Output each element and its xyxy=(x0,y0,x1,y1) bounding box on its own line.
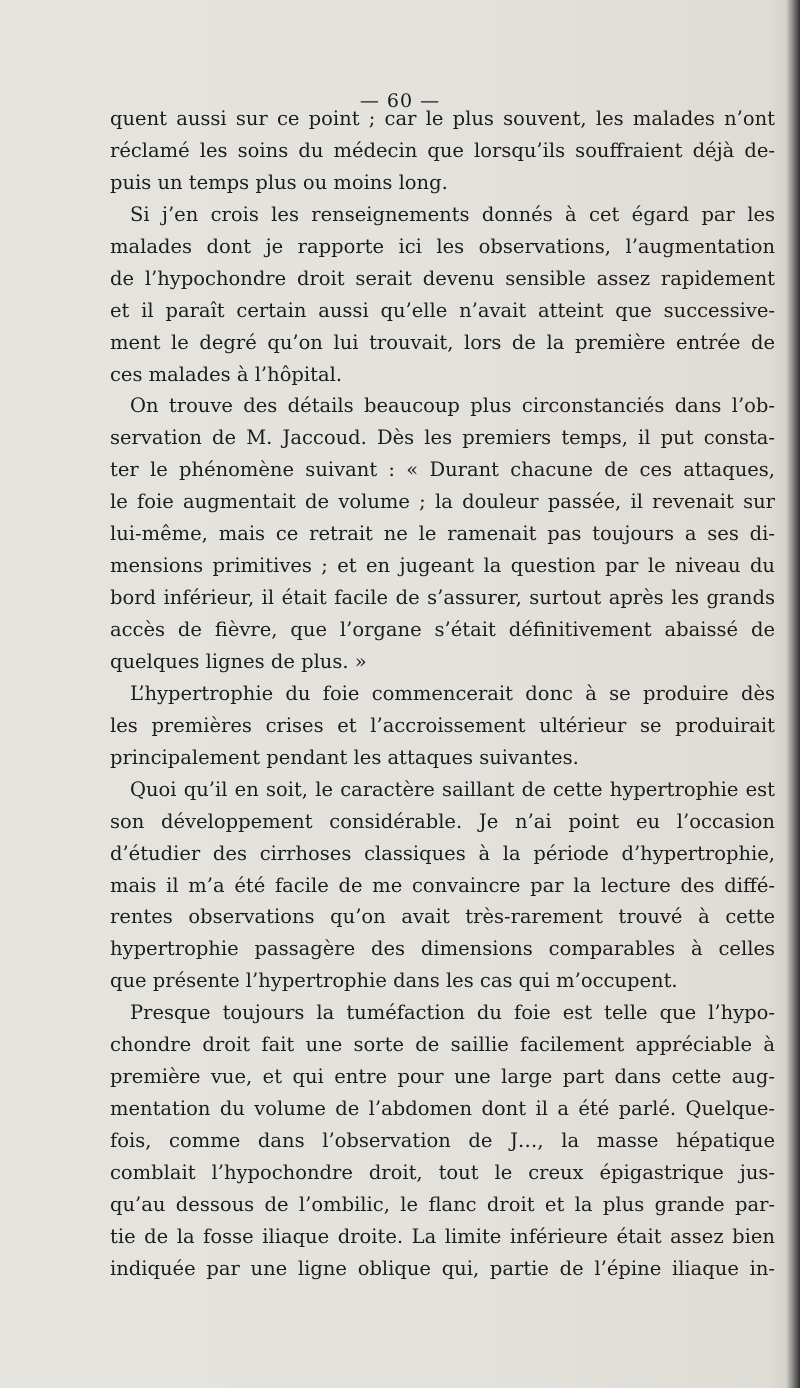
text-line: chondre droit fait une sorte de saillie facilement appréciable à xyxy=(110,1033,775,1057)
text-line: tie de la fosse iliaque droite. La limite inférieure était assez bien xyxy=(110,1224,775,1248)
text-line: On trouve des détails beaucoup plus circonstanciés dans l’ob- xyxy=(130,394,775,418)
text-line: réclamé les soins du médecin que lorsqu’ils souffraient déjà de- xyxy=(110,138,775,162)
text-line: son développement considérable. Je n’ai point eu l’occasion xyxy=(110,809,775,833)
text-line: lui-même, mais ce retrait ne le ramenait pas toujours a ses di- xyxy=(110,522,775,546)
text-line: mensions primitives ; et en jugeant la question par le niveau du xyxy=(110,554,775,578)
text-line: accès de fièvre, que l’organe s’était définitivement abaissé de xyxy=(110,618,775,641)
text-line: comblait l’hypochondre droit, tout le creux épigastrique jus- xyxy=(110,1160,775,1184)
text-line: de l’hypochondre droit serait devenu sensible assez rapidement xyxy=(110,266,775,290)
text-line: puis un temps plus ou moins long. xyxy=(110,170,448,194)
text-line: malades dont je rapporte ici les observations, l’augmentation xyxy=(110,234,775,258)
text-line: les premières crises et l’accroissement ultérieur se produirait xyxy=(110,713,775,737)
text-line: L’hypertrophie du foie commencerait donc à se produire dès xyxy=(130,681,775,705)
text-line: ces malades à l’hôpital. xyxy=(110,362,343,386)
text-line: et il paraît certain aussi qu’elle n’avait atteint que successive- xyxy=(110,298,775,322)
text-line: qu’au dessous de l’ombilic, le flanc droit et la plus grande par- xyxy=(110,1192,775,1216)
text-line: bord inférieur, il était facile de s’assurer, surtout après les grands xyxy=(110,586,775,610)
text-line: quelques lignes de plus. » xyxy=(110,649,367,673)
page-edge-shadow xyxy=(786,0,800,1388)
text-line: servation de M. Jaccoud. Dès les premiers temps, il put consta- xyxy=(110,426,775,450)
text-line: hypertrophie passagère des dimensions comparables à celles xyxy=(110,937,775,961)
body-text xyxy=(110,103,775,1285)
text-line: d’étudier des cirrhoses classiques à la période d’hypertrophie, xyxy=(110,841,775,865)
text-line: Quoi qu’il en soit, le caractère saillant de cette hypertrophie est xyxy=(130,777,775,801)
text-line: ter le phénomène suivant : « Durant chacune de ces attaques, xyxy=(110,458,775,482)
text-line: Presque toujours la tuméfaction du foie est telle que l’hypo- xyxy=(130,1001,775,1025)
text-line: principalement pendant les attaques suivantes. xyxy=(110,745,579,769)
text-line: indiquée par une ligne oblique qui, partie de l’épine iliaque in- xyxy=(110,1256,775,1280)
page-number: — 60 — xyxy=(359,90,441,112)
text-line: mentation du volume de l’abdomen dont il a été parlé. Quelque- xyxy=(110,1097,775,1121)
text-line: première vue, et qui entre pour une large part dans cette aug- xyxy=(110,1065,775,1089)
text-line: mais il m’a été facile de me convaincre par la lecture des diffé- xyxy=(110,873,775,897)
text-line: fois, comme dans l’observation de J…, la masse hépatique xyxy=(110,1129,775,1152)
text-line: ment le degré qu’on lui trouvait, lors de la première entrée de xyxy=(110,330,775,354)
text-line: que présente l’hypertrophie dans les cas qui m’occupent. xyxy=(110,969,678,993)
text-line: quent aussi sur ce point ; car le plus souvent, les malades n’ont xyxy=(110,107,775,130)
text-line: Si j’en crois les renseignements donnés à cet égard par les xyxy=(130,202,775,226)
text-line: rentes observations qu’on avait très-rarement trouvé à cette xyxy=(110,905,775,929)
text-line: le foie augmentait de volume ; la douleur passée, il revenait sur xyxy=(110,490,775,514)
